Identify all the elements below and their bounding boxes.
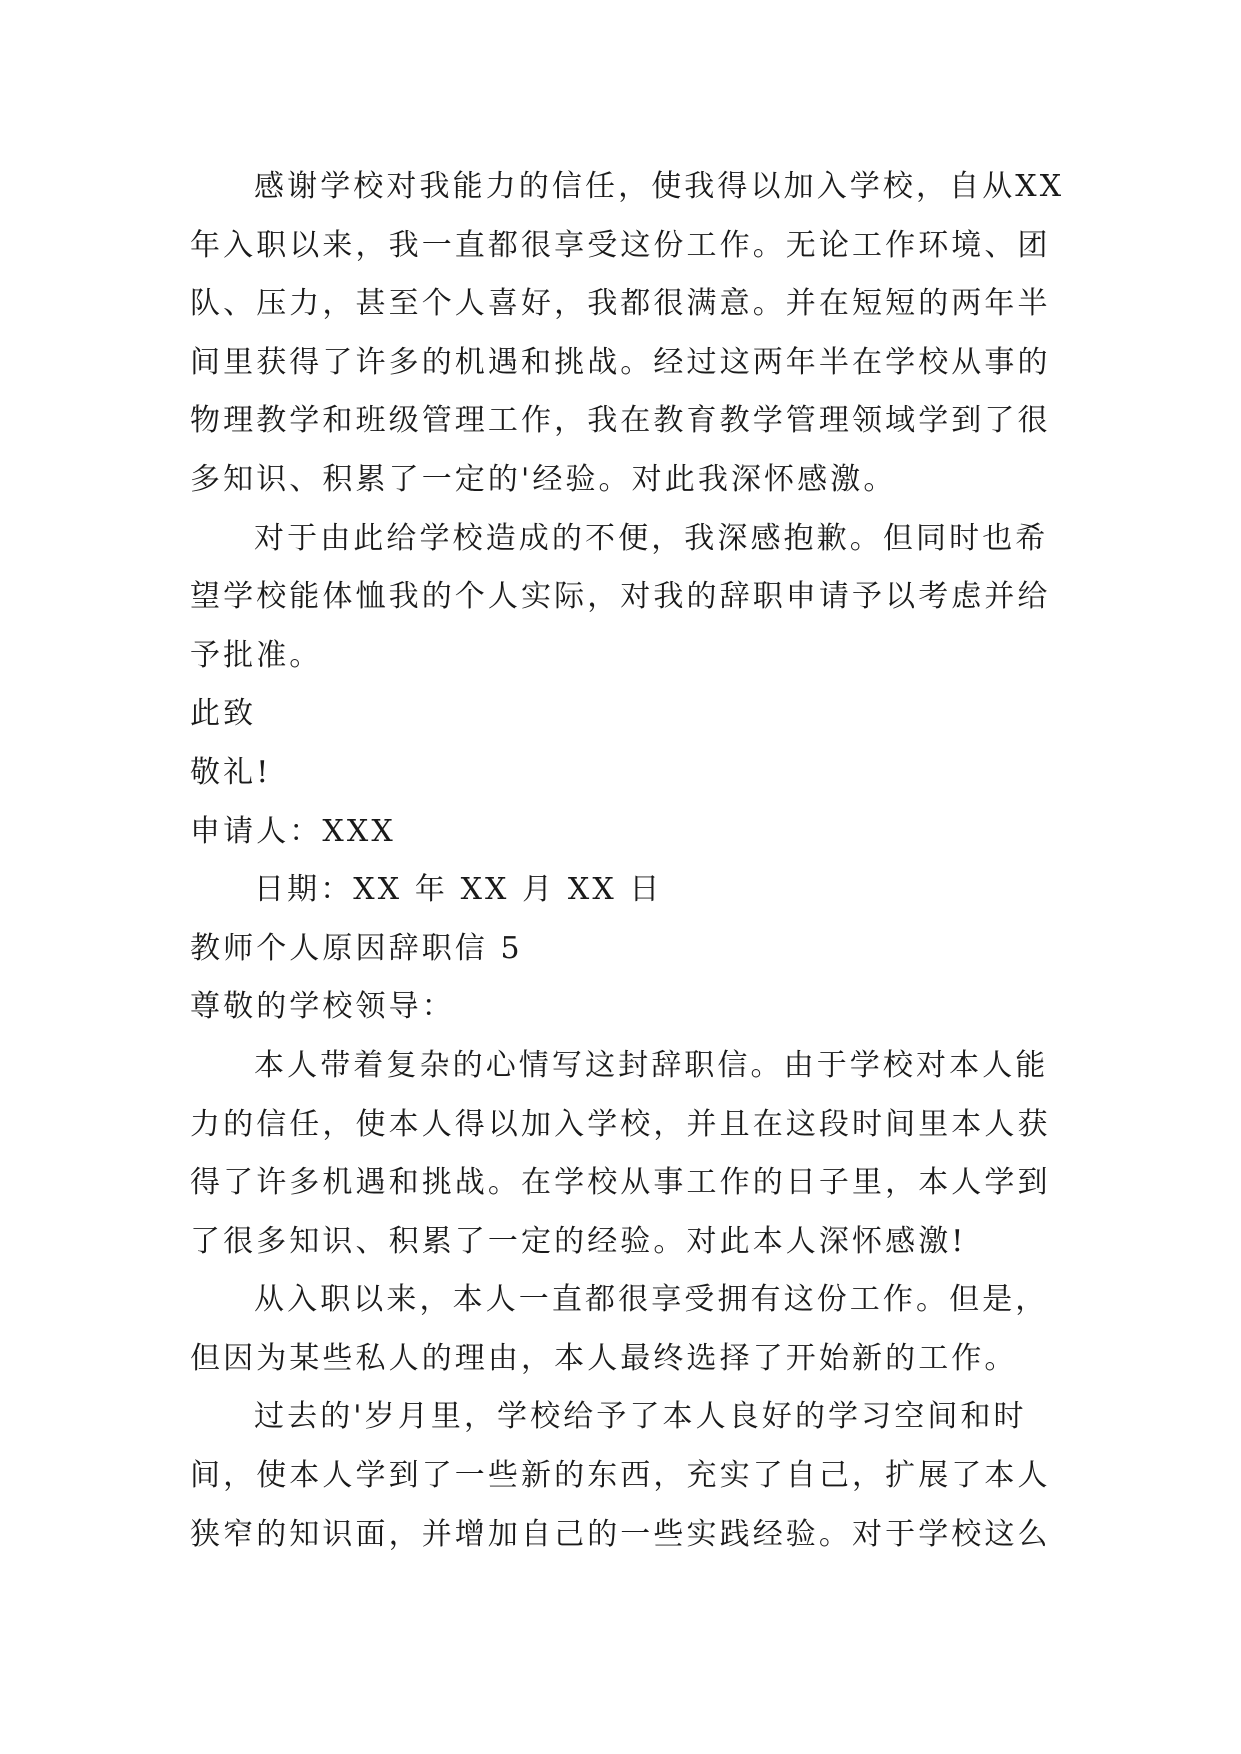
- text-line: 但因为某些私人的理由，本人最终选择了开始新的工作。: [190, 1340, 1018, 1376]
- text-line: 申请人：XXX: [190, 813, 396, 849]
- text-line: 此致: [190, 696, 257, 732]
- text-line: 力的信任，使本人得以加入学校，并且在这段时间里本人获: [190, 1106, 1051, 1142]
- text-line: 教师个人原因辞职信 5: [190, 930, 523, 966]
- text-line: 物理教学和班级管理工作，我在教育教学管理领域学到了很: [190, 403, 1051, 439]
- text-line: 了很多知识、积累了一定的经验。对此本人深怀感激!: [190, 1223, 967, 1259]
- text-line: 得了许多机遇和挑战。在学校从事工作的日子里，本人学到: [190, 1165, 1051, 1201]
- text-line: 敬礼!: [190, 754, 272, 790]
- text-line: 从入职以来，本人一直都很享受拥有这份工作。但是，: [254, 1282, 1049, 1318]
- text-line: 队、压力，甚至个人喜好，我都很满意。并在短短的两年半: [190, 286, 1051, 322]
- text-line: 年入职以来，我一直都很享受这份工作。无论工作环境、团: [190, 227, 1051, 263]
- text-line: 尊敬的学校领导：: [190, 989, 455, 1025]
- text-line: 过去的'岁月里，学校给予了本人良好的学习空间和时: [254, 1399, 1027, 1435]
- document-body: [190, 158, 1065, 1564]
- text-line: 间，使本人学到了一些新的东西，充实了自己，扩展了本人: [190, 1458, 1051, 1494]
- text-line: 日期：XX 年 XX 月 XX 日: [254, 872, 663, 908]
- text-line: 本人带着复杂的心情写这封辞职信。由于学校对本人能: [254, 1047, 1049, 1083]
- text-line: 望学校能体恤我的个人实际，对我的辞职申请予以考虑并给: [190, 579, 1051, 615]
- text-line: 予批准。: [190, 637, 323, 673]
- text-line: 多知识、积累了一定的'经验。对此我深怀感激。: [190, 461, 897, 497]
- text-line: 感谢学校对我能力的信任，使我得以加入学校，自从XX: [254, 169, 1065, 204]
- text-line: 对于由此给学校造成的不便，我深感抱歉。但同时也希: [254, 520, 1049, 556]
- text-line: 间里获得了许多的机遇和挑战。经过这两年半在学校从事的: [190, 344, 1051, 380]
- text-line: 狭窄的知识面，并增加自己的一些实践经验。对于学校这么: [190, 1516, 1051, 1552]
